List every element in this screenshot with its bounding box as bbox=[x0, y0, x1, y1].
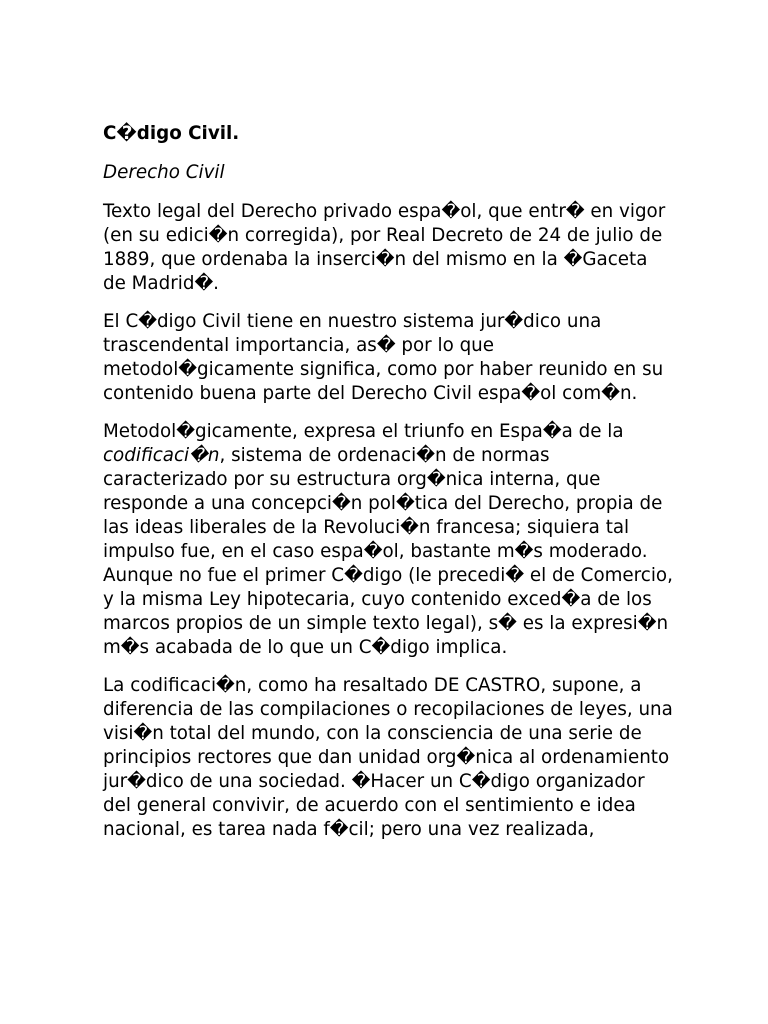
document-title: C�digo Civil. bbox=[103, 123, 240, 144]
paragraph-2: El C�digo Civil tiene en nuestro sistema jur�dico una trascendental importancia, as� por lo que metodol�gicamente significa, como por haber reunido en su contenido buena parte del Derecho Civil espa�ol com�n. bbox=[103, 311, 664, 404]
paragraph-1: Texto legal del Derecho privado espa�ol, que entr� en vigor (en su edici�n corregida), por Real Decreto de 24 de julio de 1889, que ordenaba la inserci�n del mismo en la �Gaceta de Madrid�. bbox=[103, 201, 666, 294]
document-subtitle: Derecho Civil bbox=[103, 162, 225, 183]
paragraph-4: La codificaci�n, como ha resaltado DE CASTRO, supone, a diferencia de las compilaciones o recopilaciones de leyes, una visi�n total del mundo, con la consciencia de una serie de principios rectores que dan unidad org�nica al ordenamiento jur�dico de una sociedad. �Hacer un C�digo organizador del general convivir, de acuerdo con el sentimiento e idea nacional, es tarea nada f�cil; pero una vez realizada, bbox=[103, 675, 673, 840]
paragraph-3-emphasis: codificaci�n bbox=[103, 445, 220, 466]
paragraph-3-text-start: Metodol�gicamente, expresa el triunfo en Espa�a de la bbox=[103, 421, 624, 442]
document-page bbox=[103, 122, 673, 856]
paragraph-3-text-end: , sistema de ordenaci�n de normas caracterizado por su estructura org�nica interna, que responde a una concepci�n pol�tica del Derecho, propia de las ideas liberales de la Revoluci�n francesa; siquiera tal impulso fue, en el caso espa�ol, bastante m�s moderado. Aunque no fue el primer C�digo (le precedi� el de Comercio, y la misma Ley hipotecaria, cuyo contenido exced�a de los marcos propios de un simple texto legal), s� es la expresi�n m�s acabada de lo que un C�digo implica. bbox=[103, 445, 673, 658]
paragraph-3 bbox=[103, 420, 673, 660]
